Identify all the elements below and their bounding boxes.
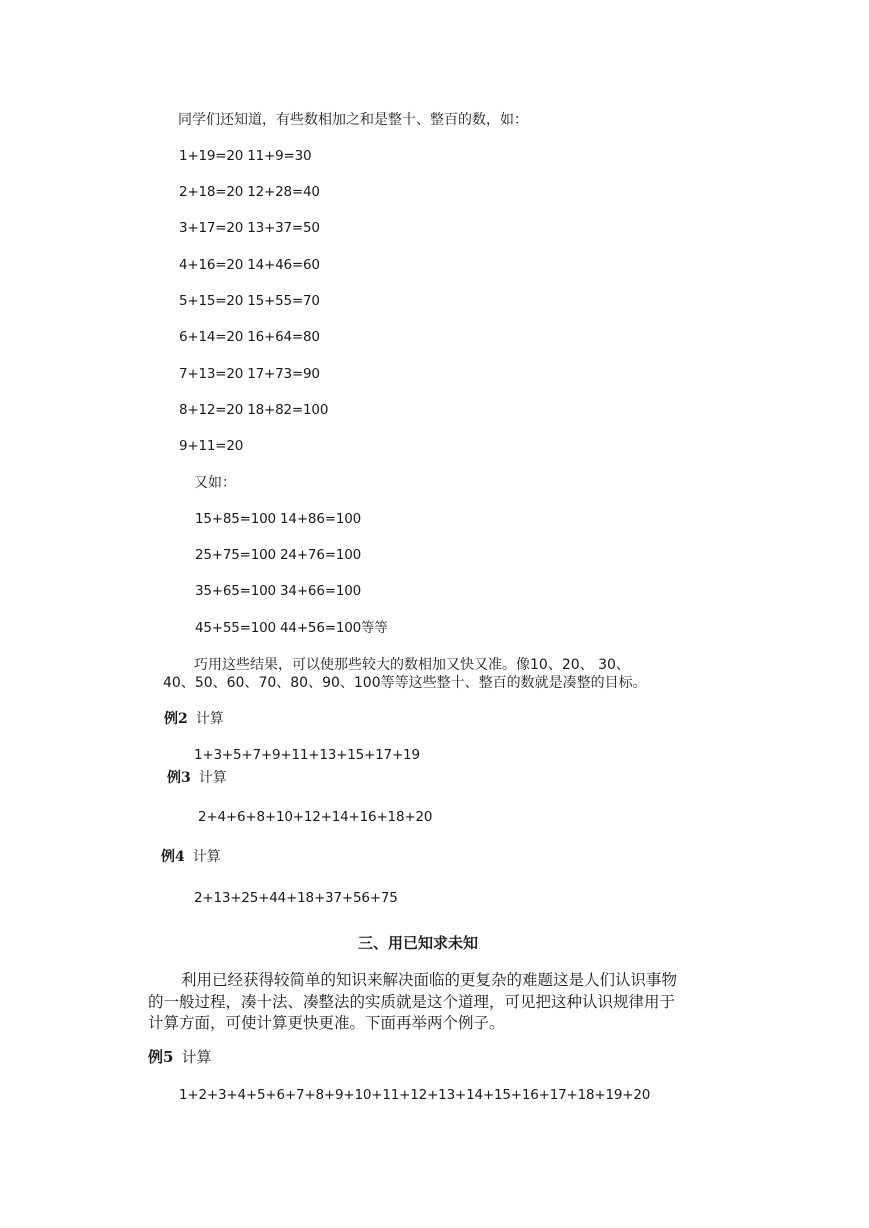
paragraph-line: 的一般过程，凑十法、凑整法的实质就是这个道理，可见把这种认识规律用于 — [148, 993, 676, 1011]
example-instruction: 计算 — [195, 711, 224, 727]
equation-line: 8+12=20 18+82=100 — [179, 402, 329, 418]
section-title: 三、用已知求未知 — [358, 934, 479, 952]
example-instruction: 计算 — [181, 1048, 212, 1066]
also-label: 又如： — [194, 475, 236, 491]
example-label: 例5 — [148, 1048, 174, 1066]
example-label: 例3 — [167, 770, 191, 786]
equation-line: 15+85=100 14+86=100 — [195, 511, 361, 527]
equation-line: 45+55=100 44+56=100等等 — [195, 620, 388, 636]
equation-line: 7+13=20 17+73=90 — [179, 366, 320, 382]
intro-text: 同学们还知道，有些数相加之和是整十、整百的数，如： — [178, 112, 528, 128]
example-expression: 1+2+3+4+5+6+7+8+9+10+11+12+13+14+15+16+17+18+19+20 — [179, 1087, 651, 1103]
example-heading — [167, 769, 227, 787]
example-instruction: 计算 — [192, 849, 221, 865]
example-heading — [164, 710, 224, 728]
example-label: 例2 — [164, 711, 188, 727]
example-expression: 2+13+25+44+18+37+56+75 — [194, 890, 398, 906]
paragraph-line: 40、50、60、70、80、90、100等等这些整十、整百的数就是凑整的目标。 — [163, 675, 647, 691]
example-heading — [161, 848, 221, 866]
example-heading — [148, 1048, 211, 1066]
example-expression: 1+3+5+7+9+11+13+15+17+19 — [194, 747, 420, 763]
equation-line: 3+17=20 13+37=50 — [179, 220, 320, 236]
equation-line: 1+19=20 11+9=30 — [179, 148, 312, 164]
equation-line: 35+65=100 34+66=100 — [195, 583, 361, 599]
example-expression: 2+4+6+8+10+12+14+16+18+20 — [198, 809, 433, 825]
equation-line: 2+18=20 12+28=40 — [179, 184, 320, 200]
equation-line: 25+75=100 24+76=100 — [195, 547, 361, 563]
equation-line: 5+15=20 15+55=70 — [179, 293, 320, 309]
paragraph-line: 利用已经获得较简单的知识来解决面临的更复杂的难题这是人们认识事物 — [181, 971, 678, 989]
equation-line: 9+11=20 — [179, 438, 244, 454]
paragraph-line: 计算方面，可使计算更快更准。下面再举两个例子。 — [148, 1014, 505, 1032]
paragraph-line: 巧用这些结果，可以使那些较大的数相加又快又准。像10、20、 30、 — [194, 657, 630, 673]
example-instruction: 计算 — [198, 770, 227, 786]
equation-line: 4+16=20 14+46=60 — [179, 257, 320, 273]
equation-line: 6+14=20 16+64=80 — [179, 329, 320, 345]
example-label: 例4 — [161, 849, 185, 865]
